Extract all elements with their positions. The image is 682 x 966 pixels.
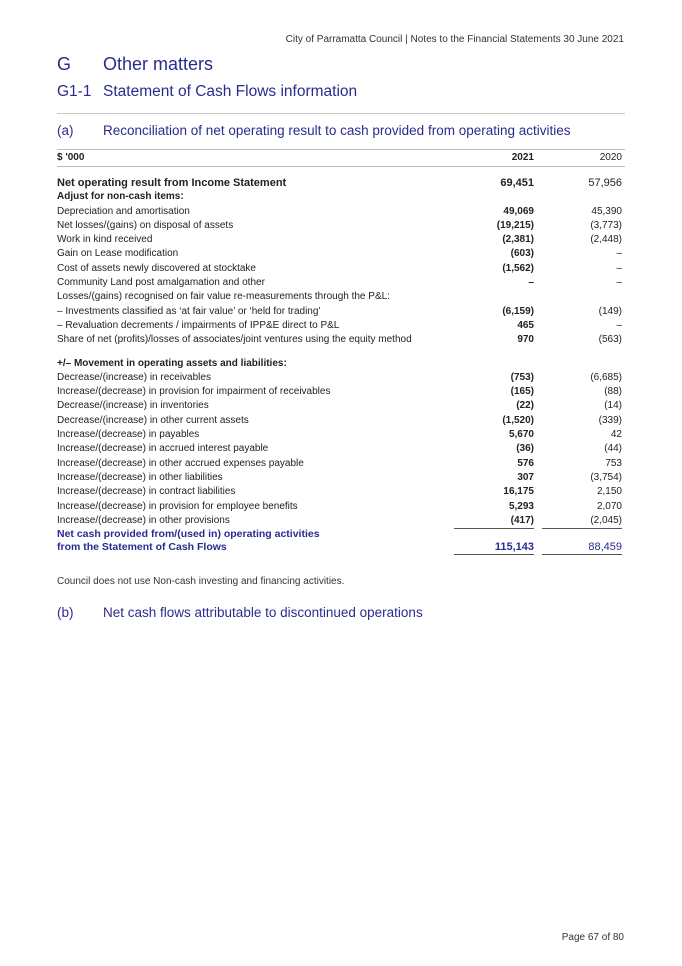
table-row (57, 428, 625, 442)
value-2021: (6,159) (502, 305, 534, 317)
table-row (57, 371, 625, 385)
value-2020: – (616, 248, 622, 260)
value-2021: 465 (517, 319, 534, 331)
row-label: Adjust for non-cash items: (57, 191, 184, 203)
group-heading: +/– Movement in operating assets and liabilities: (57, 357, 287, 369)
value-2020: (88) (604, 386, 622, 398)
table-row (57, 414, 625, 428)
subsection-heading (57, 83, 357, 101)
value-2021: 5,670 (508, 429, 534, 441)
value-2020: – (616, 262, 622, 274)
row-label: Decrease/(increase) in inventories (57, 400, 209, 412)
value-2020: 2,070 (596, 500, 622, 512)
value-2020: (44) (604, 443, 622, 455)
table-row (57, 385, 625, 399)
table-row (57, 233, 625, 247)
total-2021: 115,143 (454, 541, 534, 555)
value-2021: (36) (516, 443, 534, 455)
page-number: Page 67 of 80 (561, 932, 624, 943)
table-row (57, 333, 625, 347)
value-2020: 45,390 (591, 205, 622, 217)
row-label: Increase/(decrease) in contract liabilities (57, 486, 236, 498)
subsection-title: Statement of Cash Flows information (103, 83, 358, 100)
value-2021: 49,069 (503, 205, 534, 217)
document-header: City of Parramatta Council | Notes to the Financial Statements 30 June 2021 (285, 34, 624, 45)
section-code: G (57, 54, 72, 74)
row-label: Community Land post amalgamation and other (57, 277, 265, 289)
value-2021: 576 (517, 457, 534, 469)
row-label: Depreciation and amortisation (57, 205, 190, 217)
row-label: Gain on Lease modification (57, 248, 179, 260)
value-2020: 2,150 (596, 486, 622, 498)
subsection-code: G1-1 (57, 83, 92, 100)
value-2021: (2,381) (502, 234, 534, 246)
table-row (57, 357, 625, 371)
value-2020: 42 (610, 429, 622, 441)
value-2020: (3,773) (590, 219, 622, 231)
value-2021: (753) (510, 371, 534, 383)
table-row (57, 276, 625, 290)
value-2021: (22) (516, 400, 534, 412)
column-2021: 2021 (511, 152, 534, 163)
value-2020: (3,754) (590, 471, 622, 483)
total-label-line2: from the Statement of Cash Flows (57, 541, 227, 554)
total-row (57, 528, 625, 558)
table-row (57, 190, 625, 204)
table-row (57, 305, 625, 319)
row-label: Increase/(decrease) in provision for impairment of receivables (57, 386, 331, 398)
note-text: Council does not use Non-cash investing and financing activities. (57, 576, 345, 587)
part-a-code: (a) (57, 123, 74, 138)
value-2021: (19,215) (496, 219, 534, 231)
table-row (57, 485, 625, 499)
row-label: Increase/(decrease) in other liabilities (57, 471, 223, 483)
table-row (57, 176, 625, 190)
row-label: Increase/(decrease) in accrued interest payable (57, 443, 269, 455)
value-2021: – (528, 277, 534, 289)
value-2021: 16,175 (503, 486, 534, 498)
column-2020: 2020 (599, 152, 622, 163)
value-2020: (2,045) (542, 514, 622, 529)
row-label: Losses/(gains) recognised on fair value re-measurements through the P&L: (57, 291, 390, 303)
value-2020: 57,956 (588, 177, 622, 189)
value-2021: 307 (517, 471, 534, 483)
value-2020: (6,685) (590, 371, 622, 383)
row-label: Net operating result from Income Statement (57, 177, 287, 189)
part-b-code: (b) (57, 605, 74, 620)
value-2020: – (616, 319, 622, 331)
table-row (57, 442, 625, 456)
value-2021: 970 (517, 334, 534, 346)
table-row (57, 290, 625, 304)
value-2020: (339) (598, 414, 622, 426)
value-2021: (1,520) (502, 414, 534, 426)
table-top-rule (57, 149, 625, 150)
table-row (57, 205, 625, 219)
table-row (57, 500, 625, 514)
value-2020: 753 (605, 457, 622, 469)
part-a-title: Reconciliation of net operating result to cash provided from operating activities (103, 123, 571, 138)
value-2021: (603) (510, 248, 534, 260)
value-2021: 69,451 (500, 177, 534, 189)
value-2021: (165) (510, 386, 534, 398)
value-2020: (563) (598, 334, 622, 346)
value-2020: – (616, 277, 622, 289)
reconciliation-table (57, 176, 625, 558)
row-label: – Investments classified as ‘at fair value’ or ‘held for trading’ (57, 305, 321, 317)
row-label: Cost of assets newly discovered at stocktake (57, 262, 256, 274)
section-title: Other matters (103, 54, 214, 74)
row-label: Decrease/(increase) in receivables (57, 371, 211, 383)
row-label: Increase/(decrease) in provision for employee benefits (57, 500, 298, 512)
part-a-heading (57, 123, 571, 138)
total-label-line1: Net cash provided from/(used in) operating activities (57, 528, 320, 541)
value-2021: (1,562) (502, 262, 534, 274)
value-2021: 5,293 (508, 500, 534, 512)
table-row (57, 514, 625, 528)
section-heading (57, 54, 213, 75)
value-2020: (149) (598, 305, 622, 317)
row-label: Increase/(decrease) in other provisions (57, 514, 230, 526)
row-label: Increase/(decrease) in other accrued expenses payable (57, 457, 304, 469)
row-label: Work in kind received (57, 234, 153, 246)
divider (57, 113, 625, 114)
row-label: – Revaluation decrements / impairments of IPP&E direct to P&L (57, 319, 340, 331)
value-2020: (2,448) (590, 234, 622, 246)
table-row (57, 471, 625, 485)
table-row (57, 262, 625, 276)
table-row (57, 457, 625, 471)
table-row (57, 219, 625, 233)
table-row (57, 247, 625, 261)
row-label: Increase/(decrease) in payables (57, 429, 200, 441)
value-2020: (14) (604, 400, 622, 412)
part-b-heading (57, 605, 423, 620)
table-header-rule (57, 166, 625, 167)
value-2021: (417) (454, 514, 534, 529)
total-2020: 88,459 (542, 541, 622, 555)
unit-label: $ '000 (57, 152, 85, 163)
table-row (57, 399, 625, 413)
row-label: Share of net (profits)/losses of associates/joint ventures using the equity method (57, 334, 412, 346)
row-label: Net losses/(gains) on disposal of assets (57, 219, 234, 231)
table-row (57, 319, 625, 333)
row-label: Decrease/(increase) in other current assets (57, 414, 249, 426)
part-b-title: Net cash flows attributable to discontinued operations (103, 605, 423, 620)
table-header (57, 152, 625, 166)
